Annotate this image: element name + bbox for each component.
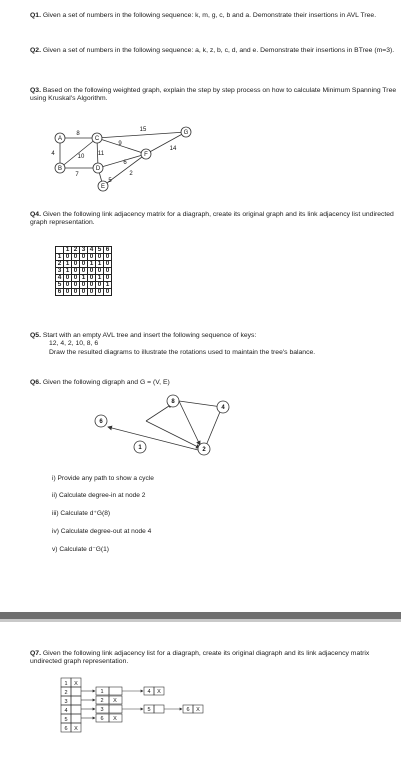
question-5 [30, 332, 400, 357]
digraph-node-4: 4 [221, 405, 225, 411]
list-node: 6 [186, 707, 190, 713]
matrix-cell: 0 [64, 275, 72, 282]
question-6-number: Q6. [30, 379, 41, 386]
weighted-graph [40, 120, 210, 195]
page-break-light [0, 619, 401, 622]
matrix-cell: 1 [56, 254, 64, 261]
matrix-cell: 5 [56, 282, 64, 289]
matrix-cell: 0 [96, 268, 104, 275]
matrix-cell: 1 [96, 275, 104, 282]
matrix-cell: 0 [104, 275, 112, 282]
weight-AB: 4 [51, 151, 55, 157]
matrix-cell: 1 [80, 275, 88, 282]
matrix-cell: 0 [80, 289, 88, 296]
matrix-cell: 0 [80, 261, 88, 268]
matrix-cell: 0 [96, 289, 104, 296]
question-7-text: Given the following link adjacency list for a diagraph, create its original diagraph and its link adjacency matrix undirected graph representation. [30, 650, 370, 666]
digraph-node-8: 8 [171, 399, 175, 405]
question-5-line3: Draw the resulted diagrams to illustrate the rotations used to maintain the tree's balance. [49, 348, 316, 356]
matrix-cell: 0 [64, 254, 72, 261]
list-head-5: 5 [64, 717, 68, 723]
matrix-cell: 0 [72, 261, 80, 268]
node-G: G [183, 130, 189, 136]
question-2 [30, 47, 400, 55]
adjacency-list [55, 674, 225, 744]
matrix-cell: 1 [96, 261, 104, 268]
matrix-cell: 1 [104, 282, 112, 289]
node-B: B [57, 166, 63, 172]
matrix-cell: 0 [80, 282, 88, 289]
question-3 [30, 87, 400, 104]
question-5-line2: 12, 4, 2, 10, 8, 6 [49, 340, 99, 348]
matrix-cell: 0 [104, 268, 112, 275]
null-mark: X [74, 726, 78, 732]
weight-BD: 7 [75, 172, 79, 178]
list-head-6: 6 [64, 726, 68, 732]
matrix-cell: 3 [56, 268, 64, 275]
question-5-number: Q5. [30, 332, 41, 339]
question-1-text: Given a set of numbers in the following sequence: k, m, g, c, b and a. Demonstrate their insertions in AVL Tree. [42, 12, 377, 19]
list-node: 1 [100, 689, 104, 695]
matrix-cell: 4 [56, 275, 64, 282]
node-A: A [57, 136, 63, 142]
digraph-node-1: 1 [138, 445, 142, 451]
question-4-number: Q4. [30, 211, 41, 218]
matrix-cell: 0 [104, 261, 112, 268]
matrix-cell: 4 [88, 247, 96, 254]
list-node: 5 [147, 707, 151, 713]
null-mark: X [157, 689, 161, 695]
matrix-cell: 0 [88, 289, 96, 296]
q6-item-1: i) Provide any path to show a cycle [52, 475, 154, 482]
matrix-cell: 0 [104, 289, 112, 296]
matrix-cell: 0 [72, 268, 80, 275]
matrix-cell: 0 [88, 254, 96, 261]
weight-CD: 11 [97, 151, 105, 157]
matrix-cell: 0 [88, 268, 96, 275]
list-node: 6 [100, 716, 104, 722]
matrix-cell: 0 [72, 275, 80, 282]
matrix-cell: 6 [56, 289, 64, 296]
matrix-cell: 0 [96, 282, 104, 289]
matrix-cell: 0 [104, 254, 112, 261]
list-head-3: 3 [64, 699, 68, 705]
digraph-node-2: 2 [202, 447, 206, 453]
matrix-cell: 2 [72, 247, 80, 254]
matrix-cell: 0 [80, 268, 88, 275]
matrix-cell: 0 [88, 282, 96, 289]
matrix-cell: 0 [72, 289, 80, 296]
question-7-number: Q7. [30, 650, 41, 657]
matrix-cell: 1 [64, 261, 72, 268]
node-F: F [144, 152, 148, 158]
q6-item-4: iv) Calculate degree-out at node 4 [52, 528, 152, 535]
question-2-number: Q2. [30, 47, 41, 54]
digraph-node-6: 6 [99, 419, 103, 425]
matrix-cell: 1 [88, 261, 96, 268]
matrix-cell: 0 [72, 282, 80, 289]
question-3-number: Q3. [30, 87, 41, 94]
adjacency-matrix [55, 246, 112, 296]
q6-item-5: v) Calculate d⁻G(1) [52, 546, 109, 553]
weight-CF: 9 [118, 141, 122, 147]
question-1-number: Q1. [30, 12, 41, 19]
digraph [85, 390, 245, 465]
null-mark: X [74, 681, 78, 687]
null-mark: X [113, 716, 117, 722]
matrix-cell: 0 [80, 254, 88, 261]
question-3-text: Based on the following weighted graph, explain the step by step process on how to calculate Minimum Spanning Tree using Kruskal's Algorithm. [30, 87, 397, 103]
matrix-cell: 0 [96, 254, 104, 261]
list-node: 4 [147, 689, 151, 695]
matrix-cell: 6 [104, 247, 112, 254]
list-head-1: 1 [64, 681, 68, 687]
matrix-cell: 5 [96, 247, 104, 254]
node-D: D [95, 166, 101, 172]
weight-AC: 8 [76, 131, 80, 137]
weight-GF: 14 [169, 146, 177, 152]
matrix-row [56, 289, 112, 296]
weight-BC: 10 [77, 154, 85, 160]
question-5-line1: Start with an empty AVL tree and insert the following sequence of keys: [42, 332, 257, 339]
q6-item-2: ii) Calculate degree-in at node 2 [52, 492, 146, 499]
q6-item-3: iii) Calculate d⁺G(8) [52, 510, 111, 517]
question-4-text: Given the following link adjacency matrix for a diagraph, create its original graph and its link adjacency list undirected graph representation. [30, 211, 394, 227]
question-2-text: Given a set of numbers in the following sequence: a, k, z, b, c, d, and e. Demonstrate their insertions in BTree (m=3). [42, 47, 395, 54]
matrix-cell: 0 [64, 289, 72, 296]
matrix-cell: 0 [72, 254, 80, 261]
weight-CG: 15 [139, 127, 147, 133]
weight-FE: 2 [129, 171, 133, 177]
matrix-cell: 1 [64, 268, 72, 275]
list-node: 2 [100, 698, 104, 704]
question-4 [30, 211, 400, 228]
question-6 [30, 379, 400, 387]
weight-DF: 6 [123, 160, 127, 166]
null-mark: X [113, 698, 117, 704]
question-6-text: Given the following digraph and G = (V, E) [42, 379, 170, 386]
matrix-cell: 3 [80, 247, 88, 254]
list-node: 3 [100, 707, 104, 713]
list-head-4: 4 [64, 708, 68, 714]
question-1 [30, 12, 400, 20]
matrix-cell: 0 [88, 275, 96, 282]
page-break-dark [0, 612, 401, 619]
list-head-2: 2 [64, 690, 68, 696]
question-7 [30, 650, 400, 667]
node-E: E [100, 184, 106, 190]
node-C: C [94, 136, 100, 142]
matrix-cell: 0 [64, 282, 72, 289]
matrix-cell: 2 [56, 261, 64, 268]
null-mark: X [196, 707, 200, 713]
matrix-cell: 1 [64, 247, 72, 254]
weight-DE: 5 [108, 178, 112, 184]
